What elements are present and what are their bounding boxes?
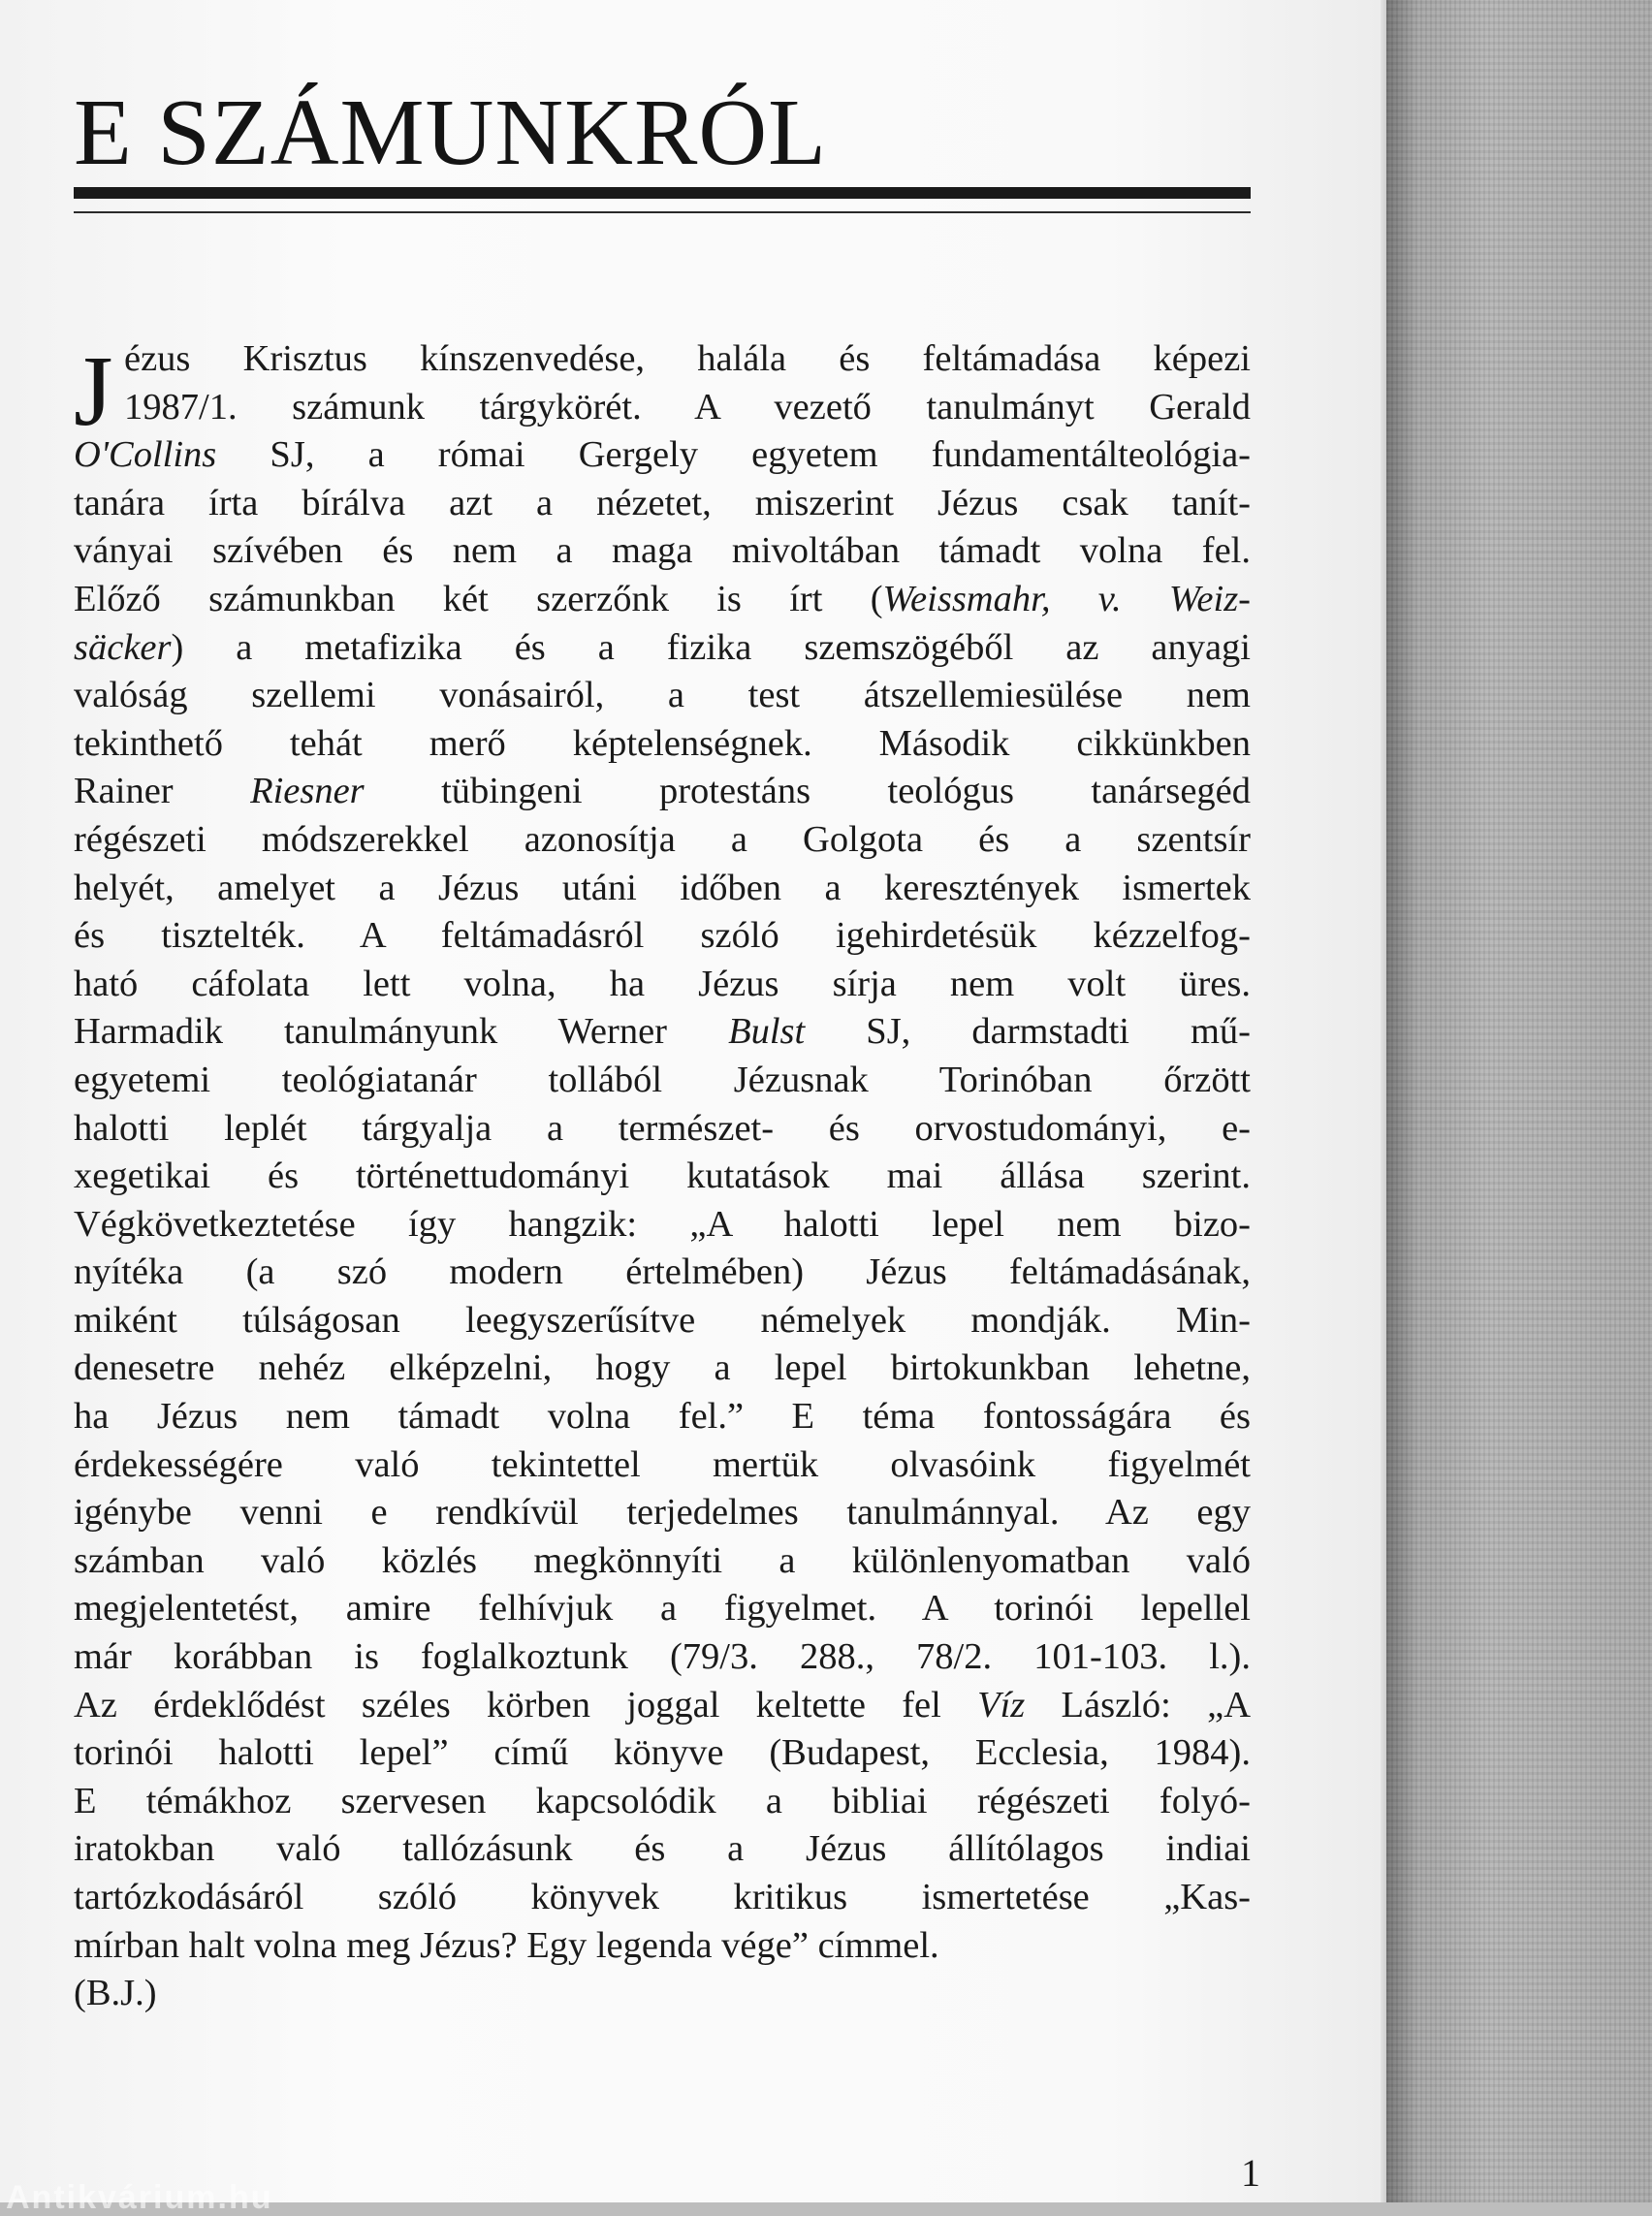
text-line: ha Jézus nem támadt volna fel.” E téma fontosságára és [74,1396,1251,1438]
text-line: torinói halotti lepel” című könyve (Budapest, Ecclesia, 1984). [74,1732,1251,1774]
article-body [74,335,1251,2018]
text-line: halotti leplét tárgyalja a természet- és orvostudományi, e- [74,1107,1251,1149]
text-line: Harmadik tanulmányunk Werner Bulst SJ, darmstadti mű- [74,1011,1251,1053]
text-line: érdekességére való tekintettel mertük olvasóink figyelmét [74,1443,1251,1485]
text-line: xegetikai és történettudományi kutatások mai állása szerint. [74,1155,1251,1197]
text-line: denesetre nehéz elképzelni, hogy a lepel birtokunkban lehetne, [74,1347,1251,1389]
background-surface [1377,0,1652,2202]
text-line: miként túlságosan leegyszerűsítve némelyek mondják. Min- [74,1299,1251,1341]
author-name: Riesner [250,771,365,812]
text-line: 1987/1. számunk tárgykörét. A vezető tanulmányt Gerald [124,386,1251,427]
page-title: E SZÁMUNKRÓL [74,80,827,185]
text-line: és tisztelték. A feltámadásról szóló igehirdetésük kézzelfog- [74,915,1251,957]
author-name: Bulst [728,1011,806,1053]
text-line: E témákhoz szervesen kapcsolódik a bibliai régészeti folyó- [74,1780,1251,1821]
text-line: tartózkodásáról szóló könyvek kritikus ismertetése „Kas- [74,1877,1251,1917]
page-number: 1 [1241,2151,1260,2195]
title-rule-thin [74,211,1251,213]
text-line: tekinthető tehát merő képtelenségnek. Második cikkünkben [74,722,1251,764]
text-line: Rainer Riesner tübingeni protestáns teológus tanársegéd [74,771,1251,812]
text-line: valóság szellemi vonásairól, a test átszellemiesülése nem [74,675,1251,716]
watermark: Antikvárium.hu [6,2179,273,2216]
text-line: már korábban is foglalkoztunk (79/3. 288., 78/2. 101-103. l.). [74,1636,1251,1678]
text-line: régészeti módszerekkel azonosítja a Golgota és a szentsír [74,818,1251,860]
text-line: iratokban való tallózásunk és a Jézus állítólagos indiai [74,1828,1251,1870]
author-name: Víz [977,1684,1026,1725]
text-line: számban való közlés megkönnyíti a különlenyomatban való [74,1539,1251,1581]
text-line: mírban halt volna meg Jézus? Egy legenda vége” címmel. [74,1924,939,1966]
author-name: säcker [74,626,172,668]
text-line: megjelentetést, amire felhívjuk a figyelmet. A torinói lepellel [74,1588,1251,1630]
drop-cap: J [74,335,113,447]
text-line: igénybe venni e rendkívül terjedelmes tanulmánnyal. Az egy [74,1492,1251,1534]
text-line: ézus Krisztus kínszenvedése, halála és feltámadása képezi [124,338,1251,379]
author-name: Weissmahr, v. Weiz- [882,578,1251,619]
text-line: Előző számunkban két szerzőnk is írt (Weissmahr, v. Weiz- [74,578,1251,619]
text-line: tanára írta bírálva azt a nézetet, miszerint Jézus csak tanít- [74,482,1251,523]
author-name: O'Collins [74,434,217,476]
page-edge [1381,0,1386,2202]
text-line: Az érdeklődést széles körben joggal keltette fel Víz László: „A [74,1684,1251,1725]
article-signature: (B.J.) [74,1973,157,2014]
text-line: O'Collins SJ, a római Gergely egyetem fundamentálteológia- [74,434,1251,476]
text-line: säcker) a metafizika és a fizika szemszögéből az anyagi [74,626,1251,668]
title-rule-thick [74,187,1251,199]
text-line: Végkövetkeztetése így hangzik: „A halotti lepel nem bizo- [74,1203,1251,1245]
text-line: helyét, amelyet a Jézus utáni időben a keresztények ismertek [74,867,1251,908]
text-line: egyetemi teológiatanár tollából Jézusnak Torinóban őrzött [74,1059,1251,1100]
text-line: nyítéka (a szó modern értelmében) Jézus feltámadásának, [74,1251,1251,1293]
text-line: ható cáfolata lett volna, ha Jézus sírja nem volt üres. [74,963,1251,1004]
text-line: ványai szívében és nem a maga mivoltában támadt volna fel. [74,530,1251,572]
